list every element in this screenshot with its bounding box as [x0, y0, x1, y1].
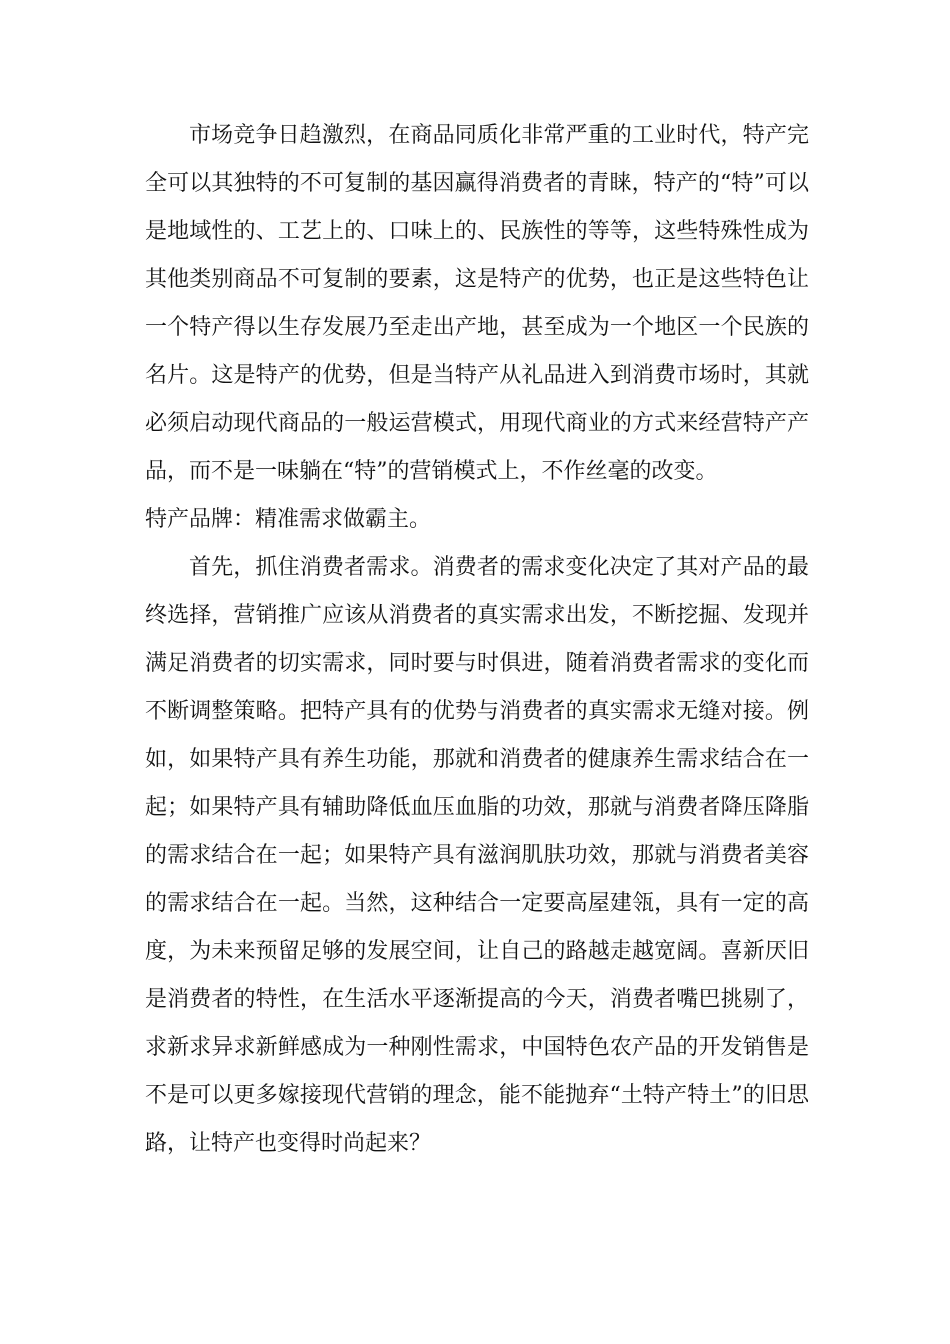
document-body: [145, 112, 809, 1168]
section-heading: 特产品牌：精准需求做霸主。: [145, 507, 432, 532]
paragraph-market-competition: 市场竞争日趋激烈，在商品同质化非常严重的工业时代，特产完全可以其独特的不可复制的基因赢得消费者的青睐，特产的“特”可以是地域性的、工艺上的、口味上的、民族性的等等，这些特殊性成为其他类别商品不可复制的要素，这是特产的优势，也正是这些特色让一个特产得以生存发展乃至走出产地，甚至成为一个地区一个民族的名片。这是特产的优势，但是当特产从礼品进入到消费市场时，其就必须启动现代商品的一般运营模式，用现代商业的方式来经营特产产品，而不是一味躺在“特”的营销模式上，不作丝毫的改变。: [145, 123, 809, 484]
paragraph-consumer-demand: 首先，抓住消费者需求。消费者的需求变化决定了其对产品的最终选择，营销推广应该从消费者的真实需求出发，不断挖掘、发现并满足消费者的切实需求，同时要与时俱进，随着消费者需求的变化而不断调整策略。把特产具有的优势与消费者的真实需求无缝对接。例如，如果特产具有养生功能，那就和消费者的健康养生需求结合在一起；如果特产具有辅助降低血压血脂的功效，那就与消费者降压降脂的需求结合在一起；如果特产具有滋润肌肤功效，那就与消费者美容的需求结合在一起。当然，这种结合一定要高屋建瓴，具有一定的高度，为未来预留足够的发展空间，让自己的路越走越宽阔。喜新厌旧是消费者的特性，在生活水平逐渐提高的今天，消费者嘴巴挑剔了，求新求异求新鲜感成为一种刚性需求，中国特色农产品的开发销售是不是可以更多嫁接现代营销的理念，能不能抛弃“土特产特土”的旧思路，让特产也变得时尚起来？: [145, 555, 809, 1156]
